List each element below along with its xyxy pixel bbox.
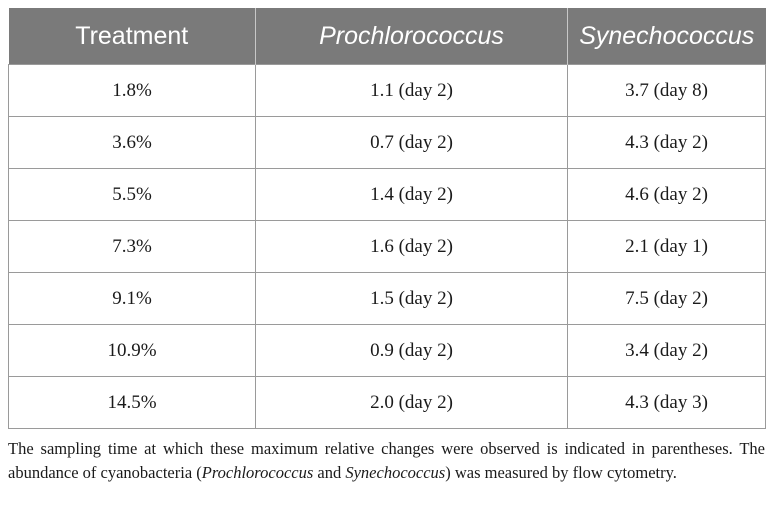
prochlorococcus-cell: 1.4 (day 2) bbox=[256, 169, 568, 221]
prochlorococcus-cell: 1.1 (day 2) bbox=[256, 65, 568, 117]
data-table bbox=[8, 8, 766, 429]
treatment-cell: 3.6% bbox=[9, 117, 256, 169]
synechococcus-cell: 3.4 (day 2) bbox=[568, 325, 766, 377]
prochlorococcus-cell: 0.7 (day 2) bbox=[256, 117, 568, 169]
table-row bbox=[9, 65, 766, 117]
footnote-text-1: The sampling time at which these maximum relative changes were observed is indicated in parentheses. The abundance of cyanobacteria ( bbox=[8, 439, 765, 482]
table-row bbox=[9, 117, 766, 169]
synechococcus-cell: 4.3 (day 2) bbox=[568, 117, 766, 169]
synechococcus-cell: 4.3 (day 3) bbox=[568, 377, 766, 429]
treatment-cell: 1.8% bbox=[9, 65, 256, 117]
data-table-container bbox=[8, 8, 765, 429]
synechococcus-cell: 2.1 (day 1) bbox=[568, 221, 766, 273]
table-row bbox=[9, 273, 766, 325]
treatment-cell: 9.1% bbox=[9, 273, 256, 325]
footnote-italic-synechococcus: Synechococcus bbox=[345, 463, 446, 482]
header-prochlorococcus: Prochlorococcus bbox=[256, 8, 568, 65]
footnote-text-3: ) was measured by flow cytometry. bbox=[445, 463, 677, 482]
treatment-cell: 14.5% bbox=[9, 377, 256, 429]
prochlorococcus-cell: 1.6 (day 2) bbox=[256, 221, 568, 273]
footnote-italic-prochlorococcus: Prochlorococcus bbox=[201, 463, 314, 482]
table-footnote bbox=[8, 437, 765, 485]
footnote-text-2: and bbox=[313, 463, 346, 482]
table-row bbox=[9, 325, 766, 377]
header-synechococcus: Synechococcus bbox=[568, 8, 766, 65]
treatment-cell: 10.9% bbox=[9, 325, 256, 377]
synechococcus-cell: 4.6 (day 2) bbox=[568, 169, 766, 221]
header-row bbox=[9, 8, 766, 65]
header-treatment: Treatment bbox=[9, 8, 256, 65]
prochlorococcus-cell: 2.0 (day 2) bbox=[256, 377, 568, 429]
prochlorococcus-cell: 0.9 (day 2) bbox=[256, 325, 568, 377]
table-row bbox=[9, 377, 766, 429]
prochlorococcus-cell: 1.5 (day 2) bbox=[256, 273, 568, 325]
table-body bbox=[9, 65, 766, 429]
treatment-cell: 5.5% bbox=[9, 169, 256, 221]
synechococcus-cell: 3.7 (day 8) bbox=[568, 65, 766, 117]
synechococcus-cell: 7.5 (day 2) bbox=[568, 273, 766, 325]
table-row bbox=[9, 169, 766, 221]
table-row bbox=[9, 221, 766, 273]
treatment-cell: 7.3% bbox=[9, 221, 256, 273]
table-header bbox=[9, 8, 766, 65]
